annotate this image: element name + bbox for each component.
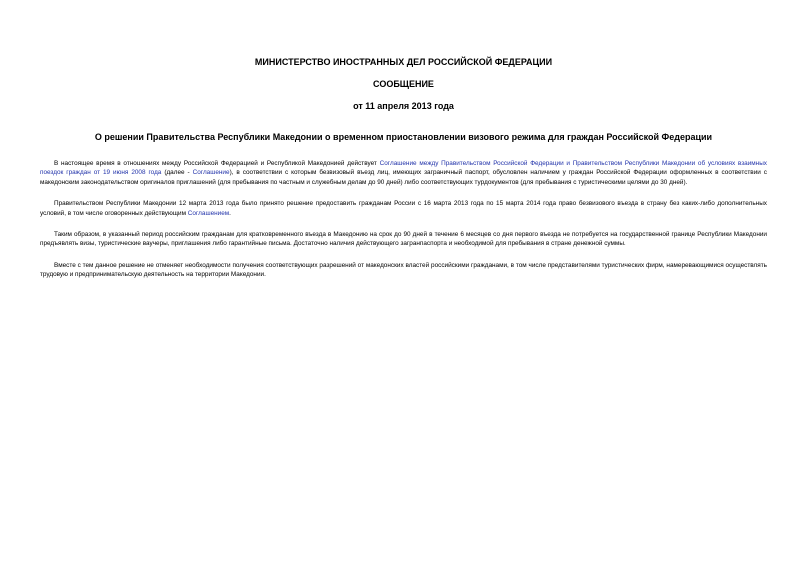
document-type-heading: СООБЩЕНИЕ xyxy=(373,79,434,89)
document-date: от 11 апреля 2013 года xyxy=(353,101,454,111)
agreement-link[interactable]: Соглашение между Правительством Российской Федерации и Правительством Республики Македонии об условиях взаимных поездок граждан от 19 июня 2008 года xyxy=(40,160,767,177)
paragraph-4: Вместе с тем данное решение не отменяет необходимости получения соответствующих разрешений от македонских властей российскими гражданами, в том числе представителями туристических фирм, намеревающимися осуществлять трудовую и предпринимательскую деятельность на территории Македонии. xyxy=(40,261,767,279)
paragraph-1 xyxy=(40,159,767,187)
paragraph-3: Таким образом, в указанный период российским гражданам для кратковременного въезда в Македонию на срок до 90 дней в течение 6 месяцев со дня первого въезда не потребуется на государственной границе Республики Македонии предъявлять визы, туристические ваучеры, приглашения либо гарантийные письма. Достаточно наличия действующего загранпаспорта и необходимой для пребывания в стране денежной суммы. xyxy=(40,231,767,248)
paragraph-1-text-a: В настоящее время в отношениях между Российской Федерацией и Республикой Македонией действует xyxy=(54,160,380,167)
paragraph-2-text-b: . xyxy=(229,209,231,217)
agreement-short-link[interactable]: Соглашение xyxy=(192,169,230,177)
paragraph-2 xyxy=(40,199,767,218)
paragraph-1-text-b: (далее - xyxy=(161,169,193,177)
paragraph-1-text-c: ), в соответствии с которым безвизовый въезд лиц, имеющих заграничный паспорт, обусловлен наличием у граждан Российской Федерации оформленных в соответствии с македонским законодательством оригиналов приглашений (для пребывания по частным и служебным делам до 90 дней) либо соответствующих турдокументов (для пребывания с туристическими целями до 30 дней). xyxy=(40,169,767,186)
document-body xyxy=(40,159,767,292)
document-title: О решении Правительства Республики Македонии о временном приостановлении визового режима для граждан Российской Федерации xyxy=(94,132,713,142)
paragraph-2-text-a: Правительством Республики Македонии 12 марта 2013 года было принято решение предоставить гражданам России с 16 марта 2013 года по 15 марта 2014 года право безвизового въезда в страну без каких-либо дополнительных условий, в том числе оговоренных действующим xyxy=(40,200,767,217)
agreement-reference-link[interactable]: Соглашением xyxy=(187,209,230,217)
ministry-heading: МИНИСТЕРСТВО ИНОСТРАННЫХ ДЕЛ РОССИЙСКОЙ ФЕДЕРАЦИИ xyxy=(254,57,553,67)
